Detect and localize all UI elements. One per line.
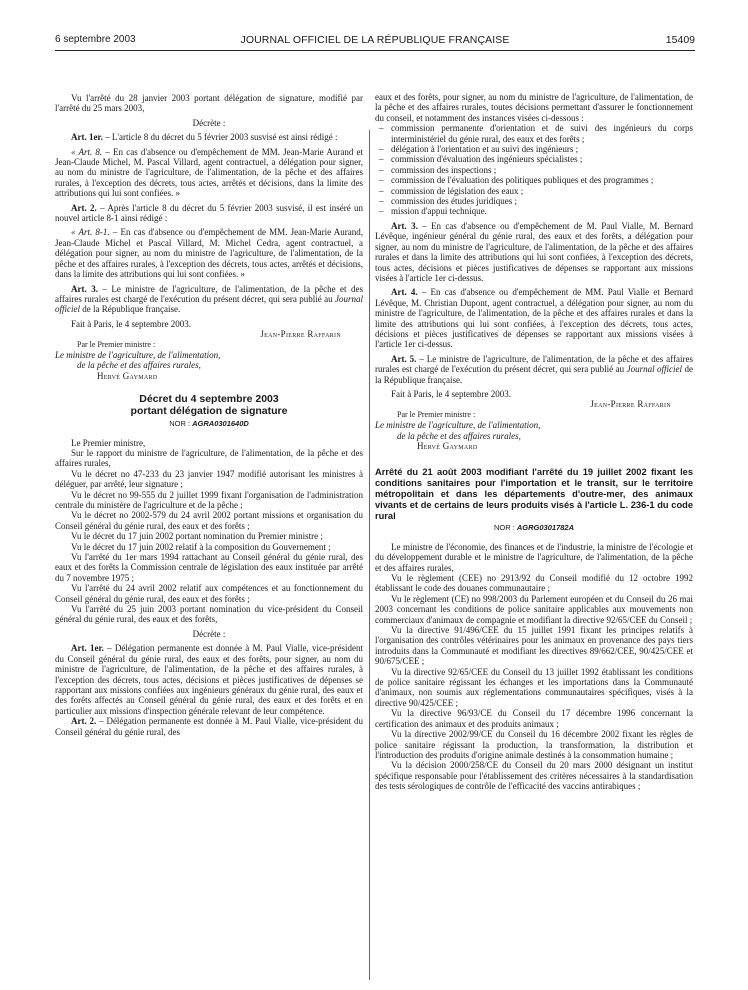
- continuation-paragraph: eaux et des forêts, pour signer, au nom du ministre de l'agriculture, de l'alimentation, de la pêche et des affaires rurales, toutes décisions permettant d'assurer le fonctionnement du conseil, et notamment des instances visées ci-dessous :: [375, 92, 693, 123]
- visa-item: Vu le décret no 47-233 du 23 janvier 1947 modifié autorisant les ministres à déléguer, par arrêté, leur signature ;: [55, 468, 363, 490]
- article-2-label: Art. 2.: [71, 202, 97, 213]
- article-3-text-a: – Le ministre de l'agriculture, de l'alimentation, de la pêche et des affaires rurales est chargé de l'exécution du présent décret, qui sera publié au: [55, 283, 364, 304]
- header-rule: [55, 50, 695, 51]
- list-item: – commission d'évaluation des ingénieurs spécialistes ;: [375, 154, 693, 164]
- r-article-5: [375, 354, 693, 385]
- r-article-5-label: Art. 5.: [391, 353, 417, 364]
- decrete-heading-2: Décrète :: [192, 628, 226, 639]
- visa-item: Vu le décret no 2002-579 du 24 avril 2002 portant missions et organisation du Conseil général du génie rural, des eaux et des forêts ;: [55, 510, 363, 531]
- nor-reference: [55, 419, 363, 429]
- article-1-text: – L'article 8 du décret du 5 février 2003 susvisé est ainsi rédigé :: [102, 132, 338, 143]
- list-item: – délégation à l'orientation et au suivi des ingénieurs ;: [375, 144, 693, 154]
- fait-a-paris: Fait à Paris, le 4 septembre 2003.: [71, 318, 191, 329]
- visa-item: Vu le décret no 99-555 du 2 juillet 1999 fixant l'organisation de l'administration centrale du ministère de l'agriculture et de la pêche ;: [55, 489, 363, 510]
- r-par-le-premier-ministre: Par le Premier ministre :: [397, 409, 476, 419]
- nor-label: NOR :: [169, 419, 193, 429]
- minister-line-1: Le ministre de l'agriculture, de l'alimentation,: [55, 349, 221, 360]
- minister-name: Hervé Gaymard: [97, 370, 158, 381]
- visa-item: Vu la directive 91/496/CEE du 15 juillet 1991 fixant les principes relatifs à l'organisation des contrôles vétérinaires pour les animaux en provenance des pays tiers introduits dans la Communauté et modifiant les directives 89/662/CEE, 90/425/CEE et 90/675/CEE ;: [375, 625, 693, 667]
- visa-item: Vu le règlement (CEE) no 2913/92 du Conseil modifié du 12 octobre 1992 établissant le code des douanes communautaire ;: [375, 573, 693, 594]
- r-article-4-label: Art. 4.: [391, 287, 418, 298]
- article-3-journal: Journal officiel: [55, 293, 363, 315]
- decrete-heading: Décrète :: [192, 117, 226, 128]
- r-minister-line-2: de la pêche et des affaires rurales,: [397, 430, 521, 441]
- signatory-name: Jean-Pierre Raffarin: [260, 329, 341, 340]
- visa-item: Vu le règlement (CE) no 998/2003 du Parlement européen et du Conseil du 26 mai 2003 concernant les conditions de police sanitaire applicables aux mouvements non commerciaux d'animaux de compagnie et modifiant la directive 92/65/CEE du Conseil ;: [375, 593, 693, 625]
- minister-line-2: de la pêche et des affaires rurales,: [77, 360, 201, 371]
- list-item: – commission des études juridiques ;: [375, 196, 693, 206]
- r-nor-label: NOR :: [493, 523, 517, 533]
- article-2-text: – Après l'article 8 du décret du 5 février 2003 susvisé, il est inséré un nouvel article 8-1 ainsi rédigé :: [55, 202, 363, 224]
- r-minister-line-1: Le ministre de l'agriculture, de l'alimentation,: [375, 420, 541, 431]
- r-article-5-text-a: – Le ministre de l'agriculture, de l'alimentation, de la pêche et des affaires rurales est chargé de l'exécution du présent décret, qui sera publié au: [375, 353, 693, 375]
- decret-article-2-label: Art. 2.: [71, 716, 97, 727]
- visa-item: Vu la directive 96/93/CE du Conseil du 17 décembre 1996 concernant la certification des animaux et des produits animaux ;: [375, 708, 693, 729]
- header-journal-title: JOURNAL OFFICIEL DE LA RÉPUBLIQUE FRANÇAISE: [240, 34, 510, 46]
- decret-article-1-text: – Délégation permanente est donnée à M. Paul Vialle, vice-président du Conseil général du génie rural, des eaux et des forêts, pour signer, au nom du ministre de l'agriculture, de l'alimentation, de la pêche et des affaires rurales, à l'exception des décrets, tous actes, décisions et pièces justificatives de dépenses se rapportant aux missions confiées aux ingénieurs généraux du génie rural, des eaux et des forêts affectés au Conseil général du génie rural, des eaux et des forêts et en particulier aux missions d'inspection générale relevant de leur compétence.: [55, 643, 364, 716]
- par-le-premier-ministre: Par le Premier ministre :: [77, 339, 156, 349]
- right-visas-list: [375, 542, 693, 792]
- visa-item: Vu l'arrêté du 24 avril 2002 relatif aux compétences et au fonctionnement du Conseil général du génie rural, des eaux et des forêts ;: [55, 583, 363, 604]
- article-8-1-text: – En cas d'absence ou d'empêchement de MM. Jean-Marie Aurand, Jean-Claude Michel et Pascal Villard, M. Michel Cedra, agent contractuel, a délégation pour signer, au nom du ministre de l'agriculture, de l'alimentation, de la pêche et des affaires rurales, à l'exception des décrets, tous actes, arrêtés et décisions, dans la limite des attributions qui lui sont confiées. »: [55, 227, 363, 280]
- article-1: [55, 132, 363, 142]
- r-nor-reference: [375, 523, 693, 533]
- intro-paragraph: Vu l'arrêté du 28 janvier 2003 portant délégation de signature, modifié par l'arrêté du 25 mars 2003,: [55, 93, 363, 114]
- r-article-5-text-b: de la République française.: [375, 364, 693, 385]
- r-article-4-text: – En cas d'absence ou d'empêchement de MM. Paul Vialle et Bernard Lévêque, M. Christian Dupont, agent contractuel, a délégation pour signer, au nom du ministre de l'agriculture, de l'alimentation, de la pêche et des affaires rurales et dans la limite des attributions qui lui sont confiées, à l'exception des décrets, tous actes, décisions et pièces justificatives de dépenses se rapportant aux missions visées à l'article 1er ci-dessus.: [375, 287, 693, 350]
- r-article-3: [375, 221, 693, 283]
- r-article-4: [375, 287, 693, 349]
- right-column: [375, 92, 693, 792]
- list-item: – commission de législation des eaux ;: [375, 186, 693, 196]
- visa-item: Le ministre de l'économie, des finances et de l'industrie, la ministre de l'écologie et du développement durable et le ministre de l'agriculture, de l'alimentation, de la pêche et des affaires rurales,: [375, 541, 693, 573]
- visa-item: Vu le décret du 17 juin 2002 relatif à la composition du Gouvernement ;: [71, 541, 331, 552]
- visa-item: Vu l'arrêté du 25 juin 2003 portant nomination du vice-président du Conseil général du génie rural, des eaux et des forêts,: [55, 604, 363, 625]
- list-item: – commission permanente d'orientation et de suivi des ingénieurs du corps interministériel du génie rural, des eaux et des forêts ;: [375, 123, 693, 144]
- r-article-3-text: – En cas d'absence ou d'empêchement de M. Paul Vialle, M. Bernard Lévêque, ingénieur général du génie rural, des eaux et des forêts, a délégation pour signer, au nom du ministre de l'agriculture, de l'alimentation, de la pêche et des affaires rurales et dans la limite des attributions qui lui sont confiées, à l'exception des décrets, tous actes, décisions et pièces justificatives de dépenses se rapportant aux missions visées à l'article 1er ci-dessus.: [375, 220, 693, 283]
- visa-item: Vu la directive 2002/99/CE du Conseil du 16 décembre 2002 fixant les règles de police sanitaire régissant la production, la transformation, la distribution et l'introduction des produits d'origine animale destinés à la consommation humaine ;: [375, 729, 693, 760]
- r-nor-code: AGRG0301782A: [516, 523, 575, 533]
- header-page-number: 15409: [665, 34, 695, 46]
- decret-article-2: [55, 716, 363, 737]
- article-3: [55, 284, 363, 315]
- r-signatory-name: Jean-Pierre Raffarin: [590, 399, 671, 410]
- article-3-text-b: de la République française.: [80, 304, 181, 315]
- r-fait-a-paris: Fait à Paris, le 4 septembre 2003.: [391, 388, 511, 399]
- premier-ministre-line: Le Premier ministre,: [71, 437, 146, 448]
- decret-title-line-2: portant délégation de signature: [130, 405, 288, 418]
- visa-item: Vu l'arrêté du 1er mars 1994 rattachant au Conseil général du génie rural, des eaux et des forêts la Commission centrale de législation des eaux instituée par arrêté du 7 novembre 1975 ;: [55, 552, 363, 583]
- left-visas-list: [55, 448, 363, 625]
- article-2: [55, 203, 363, 224]
- column-divider: [369, 130, 370, 980]
- article-8-text: – En cas d'absence ou d'empêchement de MM. Jean-Marie Aurand et Jean-Claude Michel, M. Pascal Villard, agent contractuel, a délégation pour signer, au nom du ministre de l'agriculture, de l'alimentation, de la pêche et des affaires rurales, à l'exception des décrets, tous actes, arrêtés et décisions, dans la limite des attributions qui lui sont confiées. »: [55, 146, 363, 199]
- article-8-1-label: « Art. 8-1.: [71, 227, 110, 238]
- article-8-1-quote: [55, 227, 363, 279]
- r-minister-name: Hervé Gaymard: [417, 441, 478, 451]
- visa-item: Vu le décret du 17 juin 2002 portant nomination du Premier ministre ;: [71, 531, 323, 542]
- nor-code: AGRA0301640D: [192, 419, 249, 429]
- list-item: – commission des inspections ;: [375, 165, 693, 175]
- page-header: [55, 34, 695, 48]
- decret-article-1-label: Art. 1er.: [71, 643, 104, 654]
- list-item: – commission de l'évaluation des politiques publiques et des programmes ;: [375, 175, 693, 185]
- article-8-quote: [55, 147, 363, 199]
- article-8-label: « Art. 8.: [71, 146, 103, 157]
- r-article-5-journal: Journal officiel: [626, 364, 683, 375]
- visa-item: Vu la directive 92/65/CEE du Conseil du 13 juillet 1992 établissant les conditions de police sanitaire régissant les échanges et les importations dans la Communauté d'animaux, non soumis aux réglementations communautaires spécifiques, visés à la directive 90/425/CEE ;: [375, 666, 693, 708]
- decret-title-line-1: Décret du 4 septembre 2003: [139, 393, 279, 406]
- instances-list: [375, 123, 693, 217]
- arrete-title: Arrêté du 21 août 2003 modifiant l'arrêté du 19 juillet 2002 fixant les conditions sanitaires pour l'importation et le transit, sur le territoire métropolitain et dans les départements d'outre-mer, des animaux vivants et de certains de leurs produits visés à l'article L. 236-1 du code rural: [375, 467, 693, 521]
- left-column: [55, 93, 363, 737]
- visa-item: Sur le rapport du ministre de l'agriculture, de l'alimentation, de la pêche et des affaires rurales,: [55, 447, 363, 469]
- r-article-3-label: Art. 3.: [391, 220, 418, 231]
- decret-article-1: [55, 643, 363, 716]
- article-3-label: Art. 3.: [71, 283, 98, 294]
- header-date: 6 septembre 2003: [55, 34, 136, 45]
- list-item: – mission d'appui technique.: [375, 206, 693, 216]
- visa-item: Vu la décision 2000/258/CE du Conseil du 20 mars 2000 désignant un institut spécifique responsable pour l'établissement des critères nécessaires à la standardisation des tests sérologiques de contrôle de l'efficacité des vaccins antirabiques ;: [375, 760, 693, 792]
- decret-title: [55, 393, 363, 417]
- decret-article-2-text: – Délégation permanente est donnée à M. Paul Vialle, vice-président du Conseil général du génie rural, des: [55, 716, 363, 737]
- article-1-label: Art. 1er.: [71, 132, 103, 143]
